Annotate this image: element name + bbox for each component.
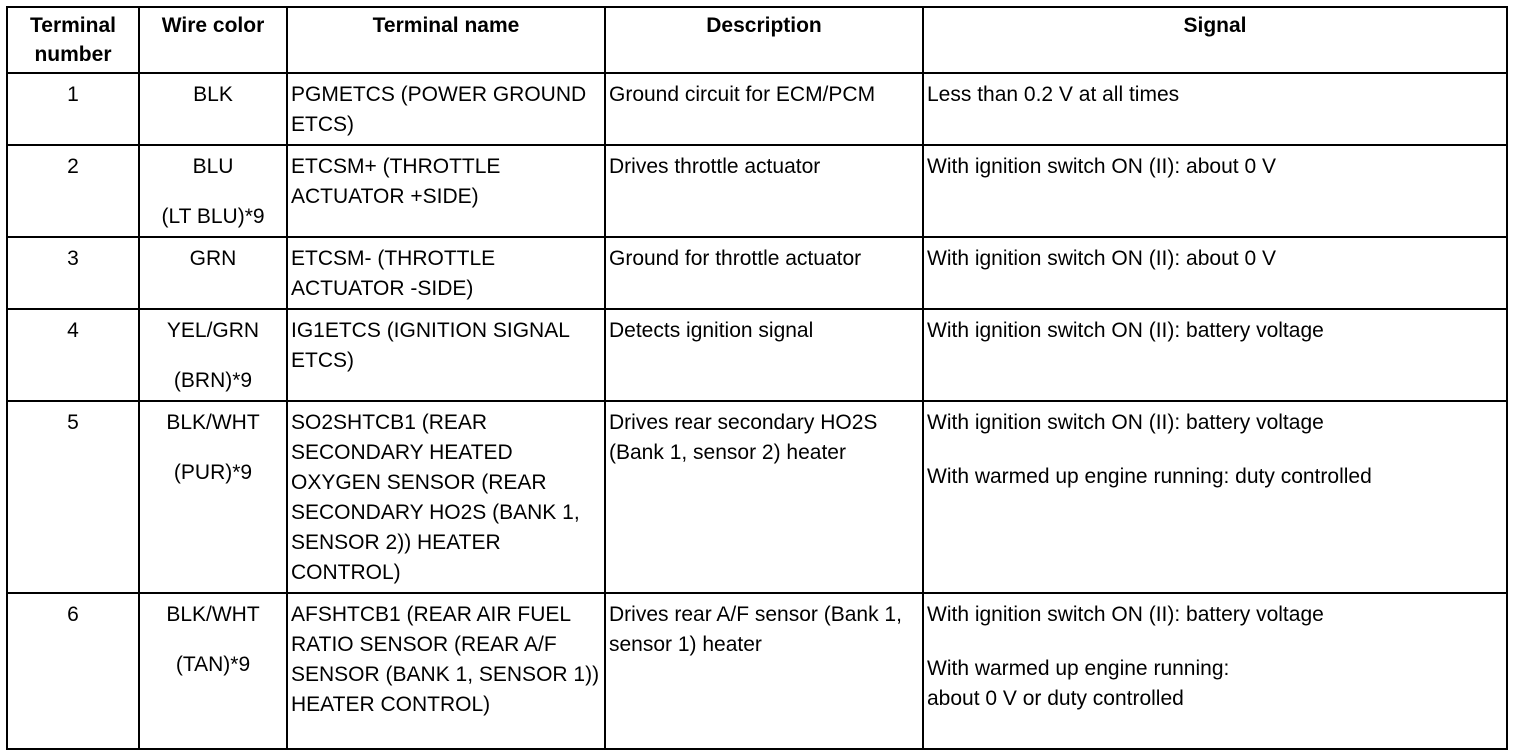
wire-color-alt: (LT BLU)*9 — [161, 205, 265, 228]
signal-line: With ignition switch ON (II): about 0 V — [927, 155, 1276, 178]
terminal-number: 6 — [7, 593, 139, 749]
table-row — [7, 237, 1507, 309]
signal-line: With warmed up engine running: about 0 V or duty controlled — [927, 657, 1230, 710]
wire-color: GRN — [189, 247, 237, 270]
signal-cell — [923, 401, 1507, 593]
description: Drives throttle actuator — [605, 145, 923, 237]
wire-color: BLK — [193, 83, 233, 106]
terminal-name: PGMETCS (POWER GROUND ETCS) — [287, 73, 605, 145]
signal-cell — [923, 237, 1507, 309]
description: Drives rear secondary HO2S (Bank 1, sensor 2) heater — [605, 401, 923, 593]
signal-line: With ignition switch ON (II): battery voltage — [927, 603, 1324, 626]
terminal-name: ETCSM- (THROTTLE ACTUATOR -SIDE) — [287, 237, 605, 309]
wire-color-cell — [139, 145, 287, 237]
wire-color-alt: (TAN)*9 — [175, 653, 251, 676]
terminal-number: 1 — [7, 73, 139, 145]
terminal-name: SO2SHTCB1 (REAR SECONDARY HEATED OXYGEN SENSOR (REAR SECONDARY HO2S (BANK 1, SENSOR 2)) HEATER CONTROL) — [287, 401, 605, 593]
header-description: Description — [605, 7, 923, 73]
description: Ground for throttle actuator — [605, 237, 923, 309]
signal-line: With warmed up engine running: duty controlled — [927, 465, 1372, 488]
signal-cell — [923, 309, 1507, 401]
header-terminal-number: Terminal number — [7, 7, 139, 73]
signal-line: With ignition switch ON (II): battery voltage — [927, 319, 1324, 342]
wire-color: BLK/WHT — [166, 411, 260, 434]
table-row — [7, 309, 1507, 401]
description: Detects ignition signal — [605, 309, 923, 401]
header-signal: Signal — [923, 7, 1507, 73]
wire-color: YEL/GRN — [166, 319, 260, 342]
signal-line: With ignition switch ON (II): battery voltage — [927, 411, 1324, 434]
signal-cell — [923, 593, 1507, 749]
description: Ground circuit for ECM/PCM — [605, 73, 923, 145]
signal-cell — [923, 73, 1507, 145]
header-terminal-name: Terminal name — [287, 7, 605, 73]
wire-color-alt: (PUR)*9 — [173, 461, 253, 484]
wire-color-cell — [139, 593, 287, 749]
signal-cell — [923, 145, 1507, 237]
terminal-number: 4 — [7, 309, 139, 401]
signal-line: With ignition switch ON (II): about 0 V — [927, 247, 1276, 270]
terminal-name: ETCSM+ (THROTTLE ACTUATOR +SIDE) — [287, 145, 605, 237]
table-row — [7, 73, 1507, 145]
table-header-row — [7, 7, 1507, 73]
terminal-table — [6, 6, 1508, 750]
table-row — [7, 593, 1507, 749]
wire-color: BLK/WHT — [166, 603, 260, 626]
terminal-number: 5 — [7, 401, 139, 593]
terminal-name: IG1ETCS (IGNITION SIGNAL ETCS) — [287, 309, 605, 401]
terminal-name: AFSHTCB1 (REAR AIR FUEL RATIO SENSOR (REAR A/F SENSOR (BANK 1, SENSOR 1)) HEATER CONTROL) — [287, 593, 605, 749]
wire-color: BLU — [192, 155, 234, 178]
description: Drives rear A/F sensor (Bank 1, sensor 1) heater — [605, 593, 923, 749]
terminal-number: 3 — [7, 237, 139, 309]
table-row — [7, 401, 1507, 593]
wire-color-cell — [139, 309, 287, 401]
wire-color-cell — [139, 237, 287, 309]
header-wire-color: Wire color — [139, 7, 287, 73]
table-row — [7, 145, 1507, 237]
wire-color-alt: (BRN)*9 — [173, 369, 253, 392]
wire-color-cell — [139, 401, 287, 593]
signal-line: Less than 0.2 V at all times — [927, 83, 1180, 106]
terminal-number: 2 — [7, 145, 139, 237]
wire-color-cell — [139, 73, 287, 145]
